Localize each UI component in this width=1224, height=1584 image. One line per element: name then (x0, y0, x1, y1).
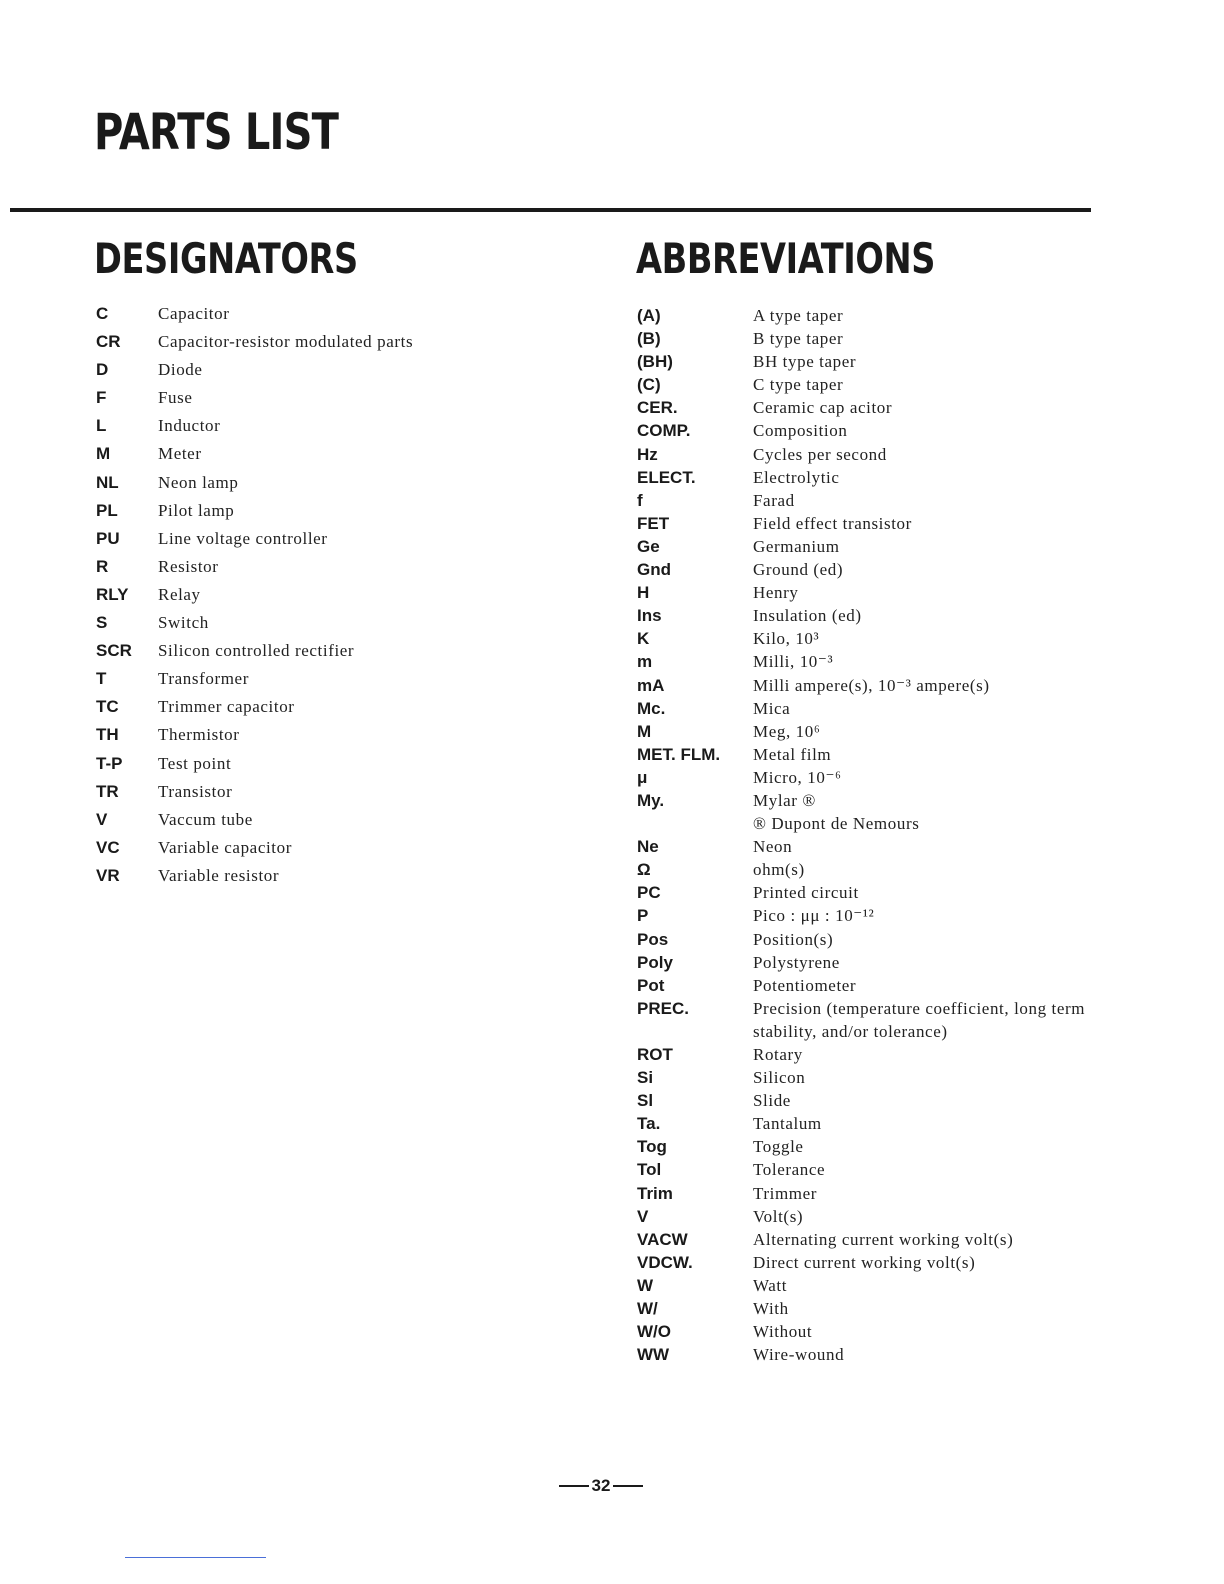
page-number-text: 32 (591, 1476, 611, 1495)
abbreviation-code: Si (637, 1068, 654, 1088)
abbreviation-row (637, 350, 1107, 373)
designator-row (96, 497, 536, 525)
abbreviation-description: Mica (753, 698, 791, 718)
abbreviation-row (637, 766, 1107, 789)
abbreviation-description: Precision (temperature coefficient, long term stability, and/or tolerance) (753, 998, 1086, 1041)
abbreviation-description: Meg, 10⁶ (753, 721, 821, 741)
abbreviation-description: Kilo, 10³ (753, 629, 820, 649)
abbreviation-code: μ (637, 767, 648, 787)
abbreviation-description: Rotary (753, 1045, 803, 1064)
designator-description: Relay (158, 584, 201, 604)
abbreviation-description: Neon (753, 837, 793, 857)
abbreviation-row (637, 1089, 1107, 1112)
abbreviation-code: W (637, 1275, 654, 1295)
page-title: PARTS LIST (94, 103, 339, 161)
designator-row (96, 693, 536, 721)
designator-description: Pilot lamp (158, 500, 235, 520)
designator-code: V (96, 809, 108, 829)
designator-code: F (96, 388, 107, 408)
designator-row (96, 553, 536, 581)
designator-description: Inductor (158, 416, 221, 436)
abbreviation-row (637, 1182, 1107, 1205)
designator-code: RLY (96, 584, 129, 604)
abbreviation-code: Ins (637, 606, 662, 626)
abbreviation-row (637, 974, 1107, 997)
abbreviation-row (637, 304, 1107, 327)
designator-code: D (96, 360, 109, 380)
designator-row (96, 778, 536, 806)
abbreviation-description: Position(s) (753, 929, 834, 949)
designator-description: Transistor (158, 781, 233, 801)
abbreviation-description: Watt (753, 1275, 788, 1295)
designator-row (96, 609, 536, 637)
abbreviation-code: Tog (637, 1137, 667, 1157)
designator-description: Switch (158, 613, 209, 633)
abbreviation-description: A type taper (753, 306, 844, 325)
abbreviation-description: ® Dupont de Nemours (753, 814, 920, 834)
abbreviation-description: C type taper (753, 375, 844, 395)
designator-code: VR (96, 865, 120, 885)
abbreviation-description: Pico : μμ : 10⁻¹² (753, 906, 875, 926)
abbreviation-code: VACW (637, 1229, 688, 1249)
abbreviation-code: ROT (637, 1045, 673, 1064)
abbreviation-code: Ta. (637, 1114, 661, 1134)
abbreviation-row (637, 396, 1107, 419)
abbreviation-row (637, 858, 1107, 881)
abbreviation-description: Milli ampere(s), 10⁻³ ampere(s) (753, 675, 990, 695)
designator-code: C (96, 304, 109, 323)
designator-description: Fuse (158, 388, 193, 408)
designators-list (96, 300, 536, 890)
abbreviation-row (637, 1228, 1107, 1251)
designator-code: T (96, 669, 107, 689)
designator-code: S (96, 613, 108, 633)
designator-code: TC (96, 697, 119, 717)
abbreviation-code: mA (637, 675, 665, 695)
abbreviation-description: Alternating current working volt(s) (753, 1229, 1014, 1249)
abbreviation-description: Slide (753, 1091, 791, 1111)
title-divider (10, 208, 1091, 212)
abbreviation-row (637, 627, 1107, 650)
abbreviation-row (637, 1297, 1107, 1320)
designator-row (96, 356, 536, 384)
abbreviation-row (637, 489, 1107, 512)
abbreviation-row (637, 1320, 1107, 1343)
designator-code: SCR (96, 641, 132, 661)
abbreviation-code: f (637, 490, 643, 510)
abbreviation-code: COMP. (637, 421, 691, 441)
designator-row (96, 300, 536, 328)
abbreviation-row (637, 604, 1107, 627)
abbreviation-row (637, 674, 1107, 697)
abbreviation-description: Silicon (753, 1068, 806, 1088)
page-number-dash (559, 1485, 589, 1487)
abbreviation-row (637, 928, 1107, 951)
designator-row (96, 328, 536, 356)
abbreviation-code: Pot (637, 975, 665, 995)
abbreviation-row (637, 419, 1107, 442)
footer-line (125, 1557, 266, 1558)
designator-description: Vaccum tube (158, 809, 253, 829)
designator-description: Diode (158, 360, 203, 380)
abbreviation-description: Electrolytic (753, 467, 840, 487)
designator-code: PU (96, 528, 120, 548)
designator-row (96, 834, 536, 862)
abbreviation-code: Ω (637, 860, 651, 880)
designator-code: NL (96, 472, 119, 492)
abbreviation-description: Printed circuit (753, 883, 859, 903)
abbreviation-row (637, 1158, 1107, 1181)
designator-code: R (96, 556, 109, 576)
designator-description: Capacitor (158, 304, 230, 323)
abbreviations-list (637, 304, 1107, 1366)
abbreviation-row (637, 1274, 1107, 1297)
abbreviation-code: Poly (637, 952, 673, 972)
abbreviation-description: Toggle (753, 1137, 804, 1157)
designator-row (96, 721, 536, 749)
abbreviation-row (637, 581, 1107, 604)
abbreviation-row (637, 1205, 1107, 1228)
designator-description: Transformer (158, 669, 249, 689)
abbreviation-code: PC (637, 883, 661, 903)
abbreviation-row (637, 1251, 1107, 1274)
abbreviation-code: Mc. (637, 698, 666, 718)
designator-description: Thermistor (158, 725, 240, 745)
designator-description: Variable capacitor (158, 837, 292, 857)
abbreviation-code: V (637, 1206, 649, 1226)
designator-row (96, 412, 536, 440)
abbreviation-description: With (753, 1299, 789, 1319)
abbreviation-row (637, 697, 1107, 720)
abbreviation-row (637, 466, 1107, 489)
designator-description: Meter (158, 444, 202, 464)
designator-row (96, 806, 536, 834)
abbreviation-row (637, 1343, 1107, 1366)
abbreviation-row (637, 881, 1107, 904)
abbreviations-heading: ABBREVIATIONS (636, 234, 936, 283)
abbreviation-row (637, 1066, 1107, 1089)
abbreviation-description: Trimmer (753, 1183, 818, 1203)
designator-row (96, 862, 536, 890)
abbreviation-description: Volt(s) (753, 1206, 804, 1226)
abbreviation-row (637, 650, 1107, 673)
abbreviation-row (637, 327, 1107, 350)
abbreviation-code: ELECT. (637, 467, 696, 487)
abbreviation-description: Mylar ® (753, 790, 816, 810)
designator-description: Capacitor-resistor modulated parts (158, 332, 414, 352)
designator-code: CR (96, 332, 121, 352)
designator-code: T-P (96, 753, 123, 773)
abbreviation-code: (A) (637, 306, 661, 325)
abbreviation-code: CER. (637, 398, 678, 418)
abbreviation-code: Tol (637, 1160, 662, 1180)
abbreviation-description: Germanium (753, 536, 840, 556)
abbreviation-description: Metal film (753, 744, 832, 764)
abbreviation-code: My. (637, 790, 665, 810)
abbreviation-row (637, 743, 1107, 766)
abbreviation-description: Potentiometer (753, 975, 857, 995)
abbreviation-row (637, 904, 1107, 927)
abbreviation-description: Micro, 10⁻⁶ (753, 767, 842, 787)
designator-row (96, 469, 536, 497)
abbreviation-code: W/ (637, 1299, 658, 1319)
abbreviation-code: Hz (637, 444, 658, 464)
designator-description: Resistor (158, 556, 219, 576)
abbreviation-row (637, 1135, 1107, 1158)
abbreviation-code: PREC. (637, 998, 689, 1018)
abbreviation-code: (B) (637, 329, 661, 349)
designator-row (96, 665, 536, 693)
abbreviation-code: Ge (637, 536, 660, 556)
abbreviation-description: Wire-wound (753, 1345, 845, 1365)
designator-description: Silicon controlled rectifier (158, 641, 355, 661)
abbreviation-description: Tantalum (753, 1114, 822, 1134)
abbreviation-row (637, 535, 1107, 558)
abbreviation-description: B type taper (753, 329, 844, 349)
abbreviation-description: BH type taper (753, 352, 857, 372)
abbreviation-row (637, 558, 1107, 581)
abbreviation-code: VDCW. (637, 1252, 693, 1272)
abbreviation-description: Milli, 10⁻³ (753, 652, 834, 672)
page-number-dash (613, 1485, 643, 1487)
designator-row (96, 750, 536, 778)
abbreviation-code: (BH) (637, 352, 673, 372)
abbreviation-row (637, 1043, 1107, 1066)
abbreviation-description: ohm(s) (753, 860, 805, 880)
abbreviation-row (637, 373, 1107, 396)
abbreviation-description: Farad (753, 490, 795, 510)
designator-description: Trimmer capacitor (158, 697, 295, 717)
abbreviation-code: Ne (637, 837, 659, 857)
abbreviation-row (637, 443, 1107, 466)
designator-description: Neon lamp (158, 472, 239, 492)
abbreviation-code: WW (637, 1345, 670, 1365)
abbreviation-description: Cycles per second (753, 444, 887, 464)
abbreviation-description: Tolerance (753, 1160, 826, 1180)
abbreviation-description: Polystyrene (753, 952, 840, 972)
designator-row (96, 581, 536, 609)
abbreviation-row (637, 812, 1107, 835)
abbreviation-description: Field effect transistor (753, 513, 912, 533)
page-number (551, 1476, 651, 1496)
designator-description: Test point (158, 753, 232, 773)
designator-row (96, 384, 536, 412)
abbreviation-code: K (637, 629, 650, 649)
abbreviation-row (637, 835, 1107, 858)
abbreviation-code: (C) (637, 375, 661, 395)
abbreviation-code: MET. FLM. (637, 744, 721, 764)
abbreviation-code: M (637, 721, 652, 741)
designator-code: PL (96, 500, 118, 520)
abbreviation-code: Gnd (637, 560, 671, 580)
designator-code: TR (96, 781, 119, 801)
abbreviation-description: Ground (ed) (753, 560, 844, 580)
abbreviation-description: Composition (753, 421, 848, 441)
abbreviation-code: FET (637, 513, 670, 533)
abbreviation-description: Insulation (ed) (753, 606, 862, 626)
abbreviation-description: Henry (753, 583, 799, 603)
abbreviation-row (637, 512, 1107, 535)
abbreviation-code: Trim (637, 1183, 673, 1203)
designator-description: Line voltage controller (158, 528, 328, 548)
abbreviation-row (637, 789, 1107, 812)
abbreviation-code: W/O (637, 1322, 671, 1342)
designator-code: TH (96, 725, 119, 745)
abbreviation-row (637, 720, 1107, 743)
abbreviation-row (637, 1112, 1107, 1135)
abbreviation-code: Pos (637, 929, 669, 949)
abbreviation-code: m (637, 652, 653, 672)
abbreviation-code: H (637, 583, 650, 603)
designator-row (96, 637, 536, 665)
abbreviation-row (637, 997, 1107, 1043)
designators-heading: DESIGNATORS (94, 234, 358, 283)
designator-description: Variable resistor (158, 865, 280, 885)
abbreviation-description: Direct current working volt(s) (753, 1252, 976, 1272)
abbreviation-code: Sl (637, 1091, 654, 1111)
abbreviation-description: Ceramic cap acitor (753, 398, 893, 418)
abbreviation-code: P (637, 906, 649, 926)
designator-code: M (96, 444, 111, 464)
abbreviation-description: Without (753, 1322, 813, 1342)
abbreviation-row (637, 951, 1107, 974)
designator-row (96, 440, 536, 468)
designator-code: L (96, 416, 107, 436)
designator-code: VC (96, 837, 120, 857)
designator-row (96, 525, 536, 553)
